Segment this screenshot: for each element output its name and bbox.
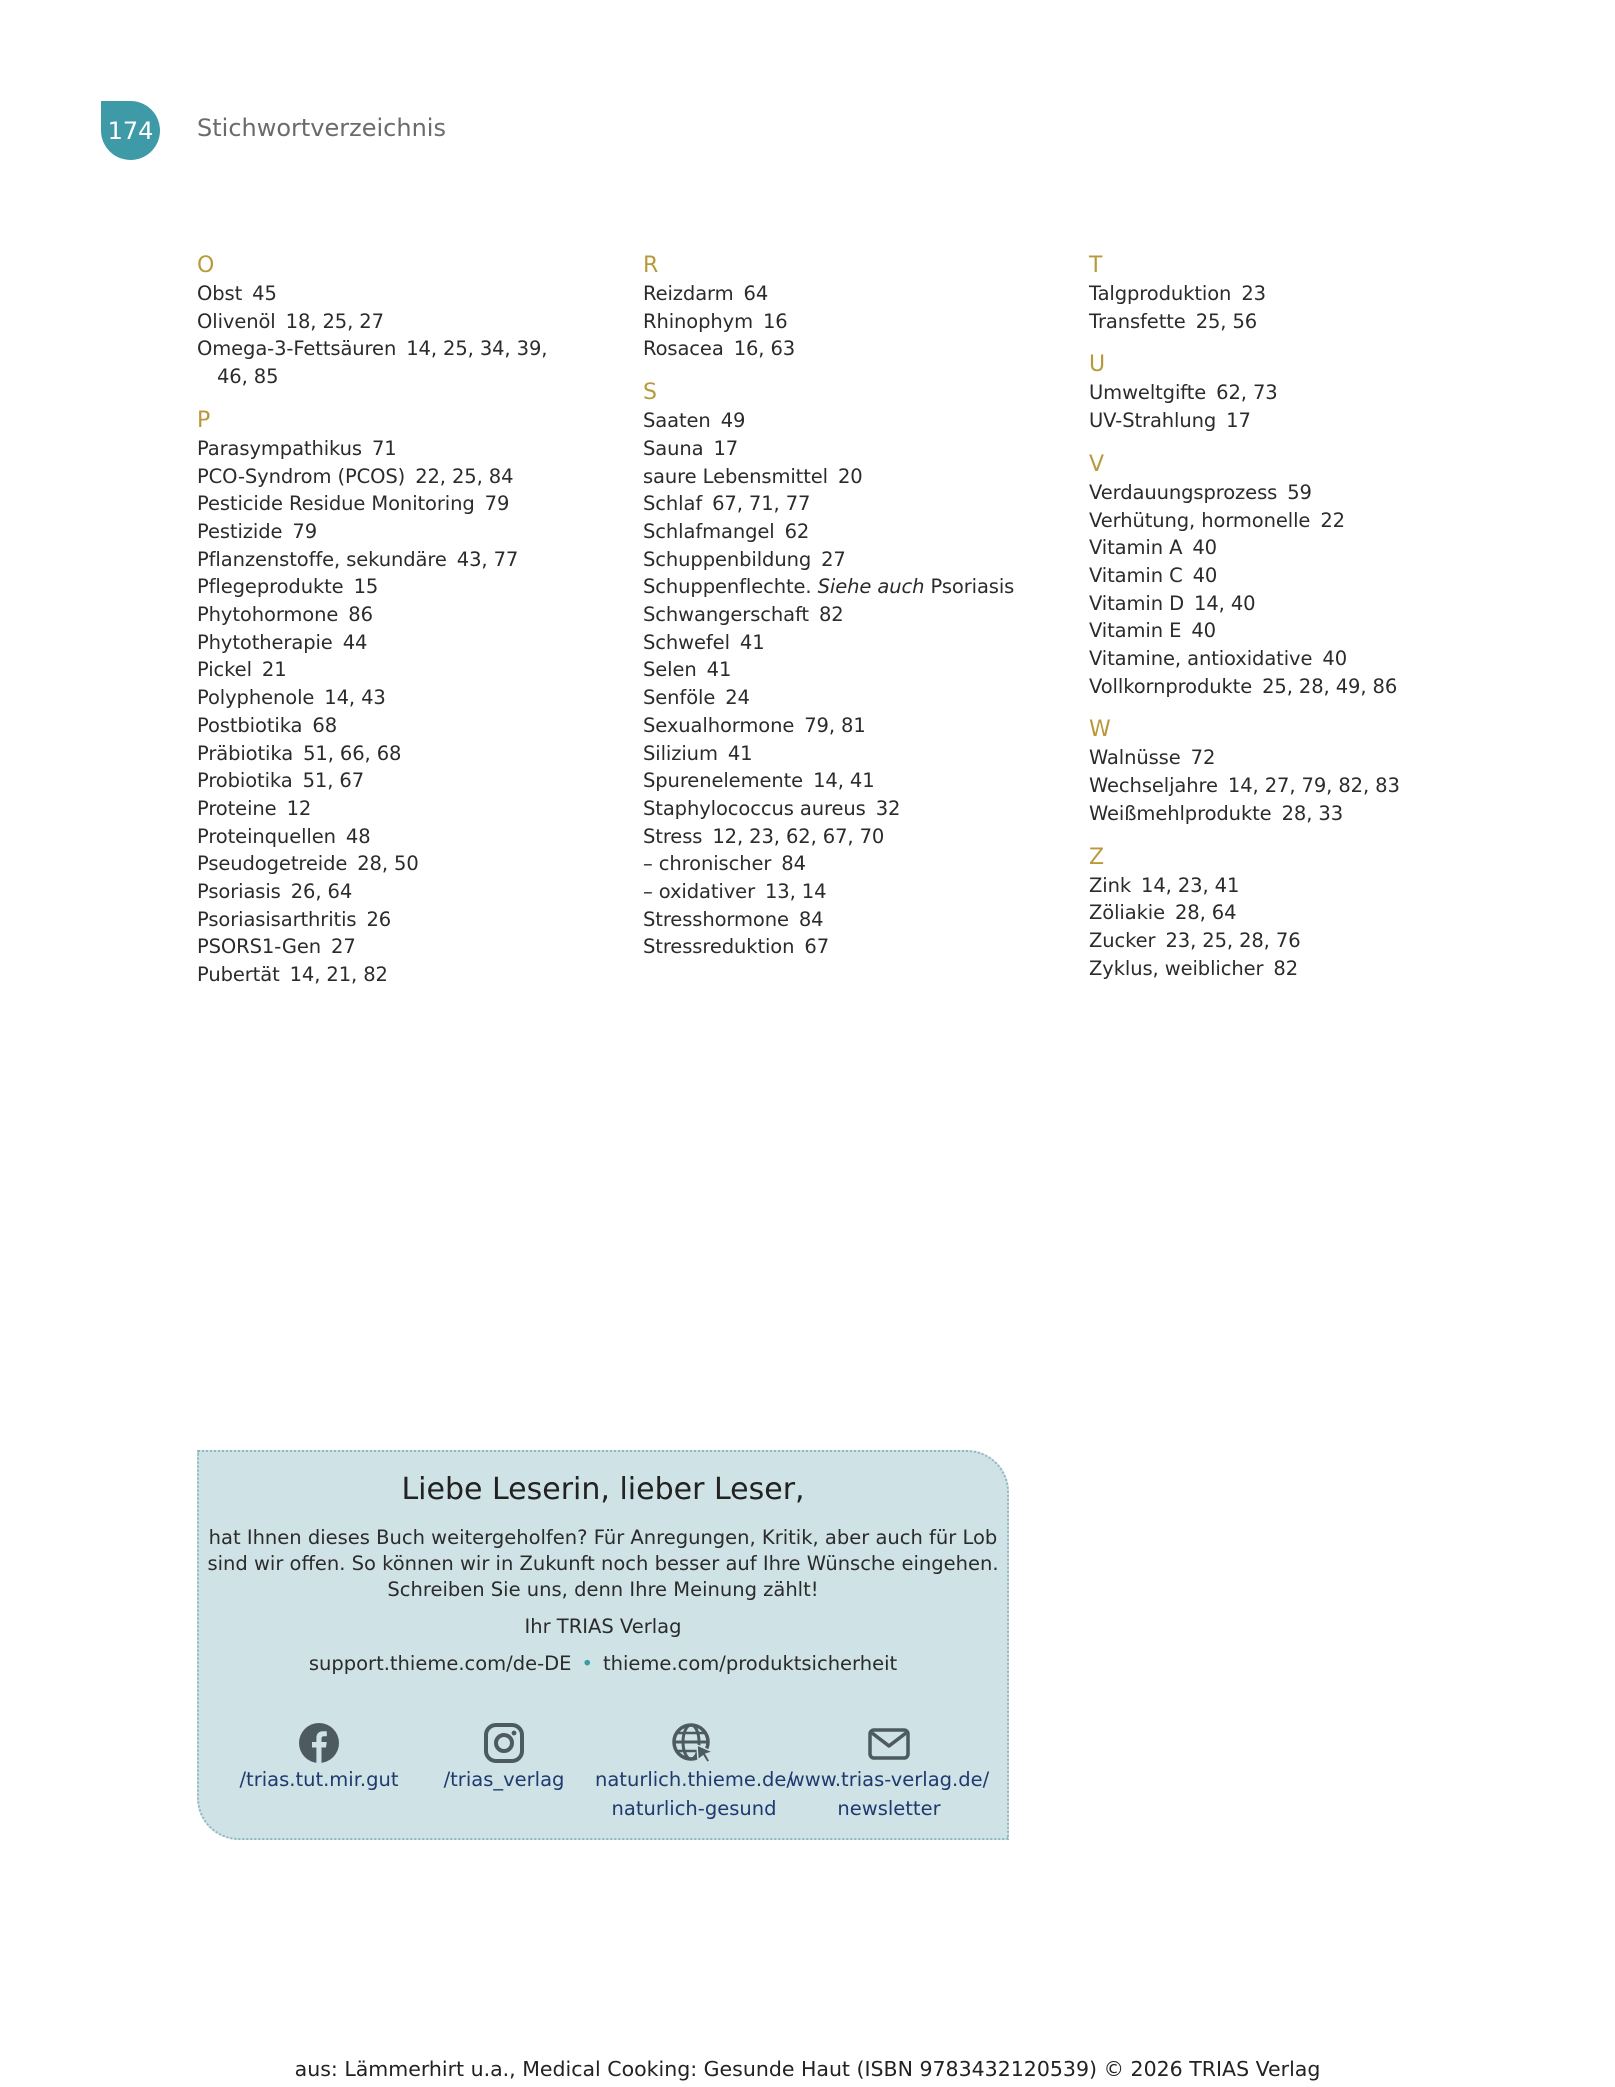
index-entry: [1089, 590, 1509, 618]
index-entry: [1089, 927, 1509, 955]
entry-term: Schuppenbildung: [643, 547, 812, 571]
entry-term: Verhütung, hormonelle: [1089, 508, 1311, 532]
index-entry: [1089, 645, 1509, 673]
index-letter-heading: S: [643, 380, 657, 406]
letter-group: [643, 252, 1063, 363]
entry-pages: 72: [1190, 746, 1216, 770]
entry-term: saure Lebensmittel: [643, 464, 828, 488]
newsletter-line-2: newsletter: [837, 1797, 941, 1820]
entry-pages: 20: [837, 464, 863, 488]
entry-pages: 23, 25, 28, 76: [1165, 928, 1301, 952]
index-entry: [1089, 379, 1509, 407]
index-entry: [643, 518, 1063, 546]
index-entry: [197, 490, 617, 518]
entry-pages: 17: [713, 436, 739, 460]
entry-term: Polyphenole: [197, 686, 315, 710]
entry-term: Psoriasisarthritis: [197, 907, 357, 931]
index-entry: [643, 906, 1063, 934]
entry-pages: 18, 25, 27: [285, 309, 384, 333]
entry-pages: 14, 21, 82: [289, 963, 388, 987]
entry-pages: 44: [342, 630, 368, 654]
index-entry: [643, 712, 1063, 740]
website-line-1: naturlich.thieme.de/: [595, 1768, 793, 1791]
index-entry: [197, 878, 617, 906]
entry-term: Stress: [643, 824, 703, 848]
entry-pages-continued: 46, 85: [217, 365, 279, 389]
entry-term: Pestizide: [197, 519, 283, 543]
entry-term: Stressreduktion: [643, 935, 795, 959]
entry-pages: 40: [1192, 563, 1218, 587]
entry-pages: 15: [353, 575, 379, 599]
entry-pages: 59: [1287, 480, 1312, 504]
index-entry: [197, 463, 617, 491]
entry-term: Schlaf: [643, 492, 703, 516]
index-entry: [643, 463, 1063, 491]
entry-pages: 43, 77: [456, 547, 519, 571]
entry-pages: 27: [331, 935, 356, 959]
entry-term: Pflegeprodukte: [197, 575, 344, 599]
entry-pages: 41: [727, 741, 753, 765]
index-entry: [1089, 407, 1509, 435]
entry-term: Vitamin A: [1089, 536, 1183, 560]
entry-pages: 14, 41: [813, 769, 875, 793]
index-entry: [197, 656, 617, 684]
entry-term: Vitamin C: [1089, 563, 1183, 587]
entry-pages: 14, 25, 34, 39,: [406, 337, 548, 361]
entry-pages: 13, 14: [764, 880, 827, 904]
instagram-handle: /trias_verlag: [443, 1768, 565, 1791]
index-column-1: [197, 252, 617, 1005]
entry-pages: 28, 64: [1174, 901, 1237, 925]
entry-pages: 41: [739, 630, 765, 654]
index-entry: [1089, 772, 1509, 800]
box-text: [199, 1525, 1007, 1603]
letter-group: [1089, 451, 1509, 701]
entry-pages: 40: [1192, 536, 1217, 560]
entry-term: Proteine: [197, 796, 277, 820]
entry-term: Sexualhormone: [643, 713, 795, 737]
footer-credit: aus: Lämmerhirt u.a., Medical Cooking: Gesunde Haut (ISBN 9783432120539) © 2026 TRIAS Verlag: [294, 2057, 1321, 2081]
entry-term: Stresshormone: [643, 907, 789, 931]
entry-term: Rhinophym: [643, 309, 753, 333]
website-line-2: naturlich-gesund: [611, 1797, 777, 1820]
entry-pages: 14, 43: [324, 686, 386, 710]
entry-pages: 14, 23, 41: [1141, 873, 1240, 897]
entry-pages: 41: [706, 658, 732, 682]
entry-term: Senföle: [643, 686, 716, 710]
letter-group: [1089, 252, 1509, 335]
index-entry: [643, 546, 1063, 574]
index-entry: [1089, 872, 1509, 900]
facebook-link[interactable]: [219, 1722, 419, 1793]
index-entry: [1089, 534, 1509, 562]
entry-term: Vitamin D: [1089, 591, 1185, 615]
entry-term: Psoriasis: [197, 880, 281, 904]
entry-term: Pseudogetreide: [197, 852, 348, 876]
index-entry: [1089, 673, 1509, 701]
entry-term: – oxidativer: [643, 880, 755, 904]
entry-pages: 22: [1320, 508, 1345, 532]
entry-term: Spurenelemente: [643, 769, 804, 793]
entry-pages: 64: [743, 282, 769, 305]
entry-pages: 14, 27, 79, 82, 83: [1227, 774, 1400, 798]
globe-cursor-icon: [671, 1722, 717, 1764]
index-entry: [197, 933, 617, 961]
entry-term: Transfette: [1089, 309, 1186, 333]
entry-term: Zyklus, weiblicher: [1089, 956, 1264, 980]
index-entry: [1089, 479, 1509, 507]
entry-term: Pubertät: [197, 963, 280, 987]
index-letter-heading: U: [1089, 352, 1106, 378]
index-entry: [197, 823, 617, 851]
facebook-handle: /trias.tut.mir.gut: [239, 1768, 399, 1791]
reader-feedback-box: [197, 1450, 1009, 1840]
index-letter-heading: W: [1089, 717, 1111, 743]
entry-term: – chronischer: [643, 852, 772, 876]
entry-term: UV-Strahlung: [1089, 409, 1217, 433]
entry-term: Silizium: [643, 741, 718, 765]
index-entry: [643, 878, 1063, 906]
index-entry: [197, 795, 617, 823]
entry-term: Pesticide Residue Monitoring: [197, 492, 475, 516]
index-letter-heading: Z: [1089, 844, 1105, 870]
entry-term: Omega-3-Fettsäuren: [197, 337, 397, 361]
index-entry: [197, 280, 617, 308]
index-letter-heading: R: [643, 253, 659, 278]
entry-pages: 49: [720, 409, 746, 433]
entry-term: Vollkornprodukte: [1089, 674, 1253, 698]
entry-term: Obst: [197, 282, 243, 305]
entry-pages: 48: [345, 824, 371, 848]
entry-term: Sauna: [643, 436, 704, 460]
entry-term: Präbiotika: [197, 741, 294, 765]
entry-pages: 82: [818, 603, 844, 627]
entry-term: Phytotherapie: [197, 630, 333, 654]
entry-pages: 23: [1241, 282, 1266, 305]
index-letter-heading: O: [197, 253, 215, 278]
index-entry: [1089, 955, 1509, 983]
facebook-icon: [298, 1722, 340, 1764]
entry-see-also: Siehe auch: [817, 575, 925, 599]
entry-pages: 27: [821, 547, 846, 571]
index-letter-heading: T: [1089, 253, 1103, 278]
index-entry: [643, 435, 1063, 463]
instagram-icon: [483, 1722, 525, 1764]
index-entry: [643, 573, 1063, 601]
entry-pages: 25, 28, 49, 86: [1262, 674, 1398, 698]
letter-group: [1089, 716, 1509, 827]
entry-pages: 32: [875, 796, 901, 820]
entry-term: Vitamin E: [1089, 619, 1182, 643]
index-entry: [197, 546, 617, 574]
index-entry: [197, 573, 617, 601]
entry-pages: 24: [725, 686, 750, 710]
newsletter-line-1: www.trias-verlag.de/: [788, 1768, 990, 1791]
index-entry: [643, 684, 1063, 712]
entry-pages: 22, 25, 84: [415, 464, 514, 488]
entry-term: Zöliakie: [1089, 901, 1165, 925]
entry-term: Walnüsse: [1089, 746, 1181, 770]
index-entry: [197, 684, 617, 712]
entry-pages: 71: [371, 436, 397, 460]
index-entry: [643, 601, 1063, 629]
index-entry: [197, 740, 617, 768]
index-column-2: [643, 252, 1063, 977]
entry-pages: 51, 67: [302, 769, 365, 793]
index-column-3: [1089, 252, 1509, 998]
entry-pages: 26: [366, 907, 392, 931]
index-entry: [643, 490, 1063, 518]
letter-group: [1089, 844, 1509, 983]
letter-group: [197, 252, 617, 391]
entry-pages: 79: [292, 519, 318, 543]
index-entry: [197, 961, 617, 989]
entry-term: Proteinquellen: [197, 824, 336, 848]
entry-term: Zink: [1089, 873, 1132, 897]
entry-term: Umweltgifte: [1089, 381, 1207, 405]
newsletter-link[interactable]: [779, 1722, 999, 1822]
link-separator: •: [581, 1652, 593, 1675]
index-entry: [643, 280, 1063, 308]
page-number-badge: 174: [101, 101, 160, 160]
entry-pages: 68: [312, 713, 338, 737]
box-title: Liebe Leserin, lieber Leser,: [401, 1472, 805, 1507]
index-entry: [643, 823, 1063, 851]
entry-pages: 67, 71, 77: [712, 492, 811, 516]
index-entry: [1089, 507, 1509, 535]
entry-term: Phytohormone: [197, 603, 339, 627]
entry-pages: 26, 64: [290, 880, 353, 904]
entry-term: Vitamine, antioxidative: [1089, 647, 1313, 671]
index-entry: [643, 850, 1063, 878]
entry-pages: 12: [286, 796, 312, 820]
index-entry: [643, 933, 1063, 961]
entry-term: Selen: [643, 658, 697, 682]
entry-term: PSORS1-Gen: [197, 935, 322, 959]
entry-pages: 67: [804, 935, 830, 959]
entry-term: Staphylococcus aureus: [643, 796, 866, 820]
box-signature: Ihr TRIAS Verlag: [524, 1615, 682, 1638]
entry-term: Saaten: [643, 409, 711, 433]
index-entry: [197, 906, 617, 934]
entry-term: Pickel: [197, 658, 252, 682]
index-entry: [643, 308, 1063, 336]
index-entry: [197, 308, 617, 336]
index-entry: [643, 335, 1063, 363]
entry-pages: 12, 23, 62, 67, 70: [712, 824, 885, 848]
index-entry: [197, 712, 617, 740]
entry-term: Pflanzenstoffe, sekundäre: [197, 547, 447, 571]
entry-pages: 17: [1226, 409, 1251, 433]
box-text-line: sind wir offen. So können wir in Zukunft noch besser auf Ihre Wünsche eingehen.: [207, 1552, 999, 1575]
index-entry: [1089, 800, 1509, 828]
index-entry: [1089, 899, 1509, 927]
entry-term: Verdauungsprozess: [1089, 480, 1278, 504]
entry-pages: 51, 66, 68: [303, 741, 402, 765]
entry-term: Wechseljahre: [1089, 774, 1218, 798]
index-entry: [1089, 280, 1509, 308]
index-entry: [1089, 617, 1509, 645]
entry-pages: 40: [1191, 619, 1216, 643]
index-entry: [643, 740, 1063, 768]
entry-pages: 28, 50: [357, 852, 419, 876]
index-entry: [197, 629, 617, 657]
entry-pages: 79: [484, 492, 510, 516]
letter-group: [643, 379, 1063, 961]
entry-pages: 28, 33: [1281, 801, 1344, 825]
entry-pages: 45: [252, 282, 277, 305]
index-entry: [197, 601, 617, 629]
entry-term: Reizdarm: [643, 282, 734, 305]
entry-term: Schlafmangel: [643, 519, 775, 543]
box-text-line: Schreiben Sie uns, denn Ihre Meinung zählt!: [387, 1578, 819, 1601]
index-entry: [1089, 562, 1509, 590]
product-safety-link[interactable]: thieme.com/produktsicherheit: [603, 1652, 898, 1675]
index-entry: [197, 518, 617, 546]
index-entry: [643, 407, 1063, 435]
running-head: Stichwortverzeichnis: [197, 114, 446, 142]
box-links: [199, 1652, 1007, 1675]
entry-term: Schwangerschaft: [643, 603, 809, 627]
entry-pages: 16: [763, 309, 788, 333]
entry-term: Zucker: [1089, 928, 1156, 952]
box-text-line: hat Ihnen dieses Buch weitergeholfen? Für Anregungen, Kritik, aber auch für Lob: [208, 1526, 998, 1549]
index-entry: [197, 435, 617, 463]
entry-pages: 84: [798, 907, 824, 931]
entry-term: Schuppenflechte.: [643, 575, 812, 599]
entry-term: Talgproduktion: [1089, 282, 1232, 305]
entry-pages: 84: [781, 852, 806, 876]
entry-term: Weißmehlprodukte: [1089, 801, 1272, 825]
index-entry: [197, 335, 617, 390]
index-entry: [643, 795, 1063, 823]
index-entry: [1089, 308, 1509, 336]
letter-group: [197, 407, 617, 989]
mail-icon: [867, 1722, 911, 1764]
entry-pages: 14, 40: [1194, 591, 1256, 615]
index-letter-heading: V: [1089, 451, 1105, 477]
index-entry: [197, 767, 617, 795]
entry-term: PCO-Syndrom (PCOS): [197, 464, 406, 488]
entry-term: Parasympathikus: [197, 436, 362, 460]
entry-pages: 79, 81: [804, 713, 866, 737]
entry-pages: 40: [1322, 647, 1348, 671]
entry-pages: 62, 73: [1216, 381, 1278, 405]
entry-term: Rosacea: [643, 337, 724, 361]
entry-term: Probiotika: [197, 769, 293, 793]
entry-pages: 62: [784, 519, 810, 543]
index-letter-heading: P: [197, 407, 211, 433]
entry-term: Postbiotika: [197, 713, 303, 737]
entry-pages: 82: [1273, 956, 1299, 980]
index-entry: [1089, 744, 1509, 772]
entry-term: Schwefel: [643, 630, 730, 654]
entry-see-target: Psoriasis: [930, 575, 1015, 599]
entry-pages: 25, 56: [1195, 309, 1258, 333]
index-entry: [197, 850, 617, 878]
entry-pages: 21: [261, 658, 287, 682]
support-link[interactable]: support.thieme.com/de-DE: [308, 1652, 572, 1675]
index-entry: [643, 656, 1063, 684]
entry-term: Olivenöl: [197, 309, 276, 333]
entry-pages: 16, 63: [733, 337, 796, 361]
entry-pages: 86: [348, 603, 373, 627]
index-entry: [643, 629, 1063, 657]
index-entry: [643, 767, 1063, 795]
letter-group: [1089, 351, 1509, 434]
